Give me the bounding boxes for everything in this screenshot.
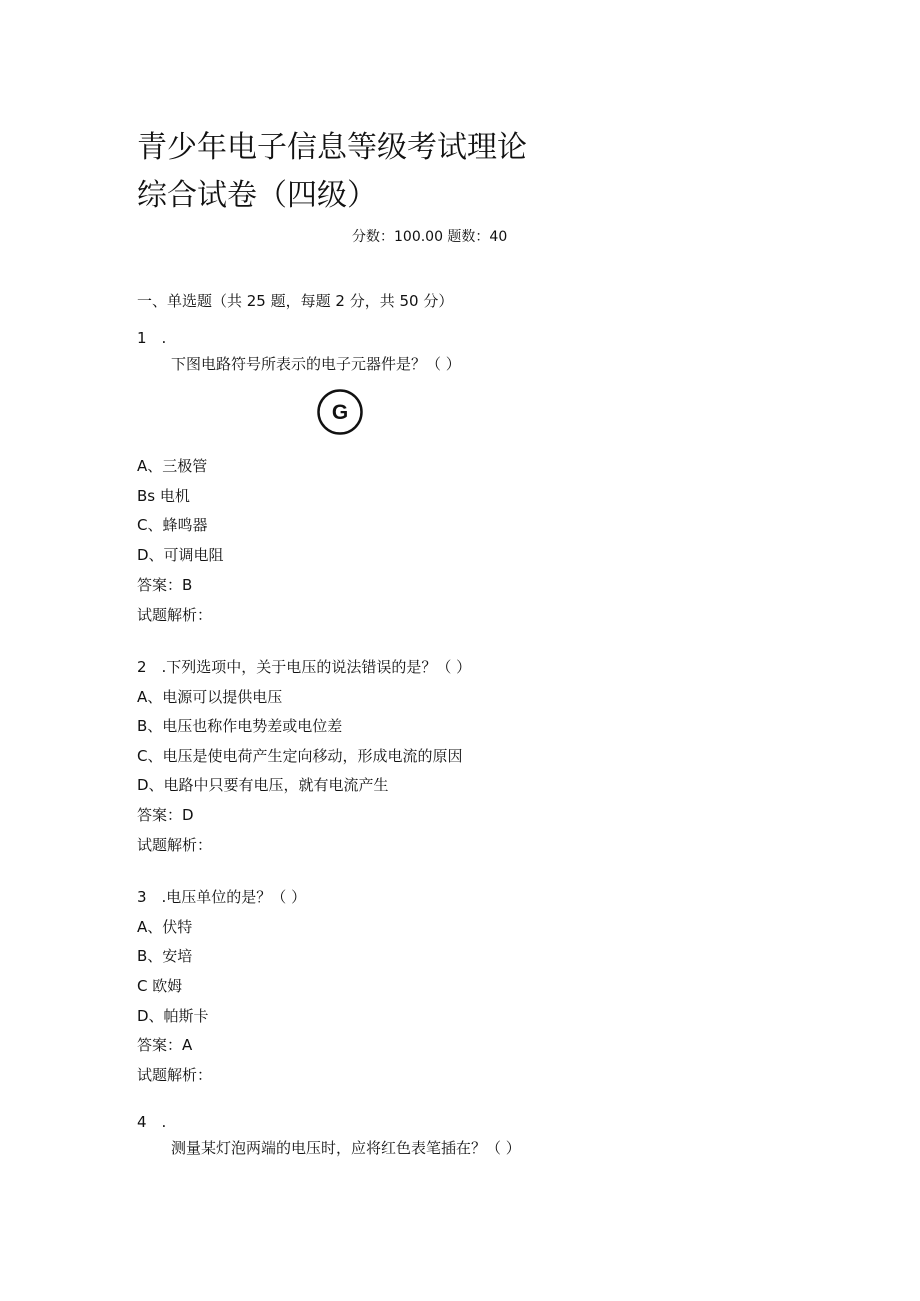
generator-symbol-icon — [316, 388, 364, 436]
question-1-option-a: A、三极管 — [137, 457, 208, 475]
score-info: 分数：100.00 题数：40 — [352, 229, 508, 245]
exam-title-line-2: 综合试卷（四级） — [137, 178, 377, 213]
question-1-option-b: Bs 电机 — [137, 487, 190, 505]
question-1-number: 1 . — [137, 329, 167, 347]
question-2-option-a: A、电源可以提供电压 — [137, 688, 283, 706]
section-heading: 一、单选题（共 25 题，每题 2 分，共 50 分） — [137, 292, 454, 310]
question-1-analysis: 试题解析： — [137, 606, 213, 624]
question-4-number: 4 . — [137, 1113, 167, 1131]
question-3-answer: 答案：A — [137, 1036, 193, 1054]
question-2-option-b: B、电压也称作电势差或电位差 — [137, 717, 343, 735]
question-3-stem: 3 .电压单位的是？（ ） — [137, 888, 307, 906]
question-3-option-d: D、帕斯卡 — [137, 1007, 209, 1025]
question-1-option-d: D、可调电阻 — [137, 546, 224, 564]
question-1-answer: 答案：B — [137, 576, 193, 594]
question-1-stem: 下图电路符号所表示的电子元器件是？（ ） — [171, 355, 461, 373]
question-2-analysis: 试题解析： — [137, 836, 213, 854]
question-3-option-c: C 欧姆 — [137, 977, 183, 995]
question-2-option-c: C、电压是使电荷产生定向移动，形成电流的原因 — [137, 747, 463, 765]
question-1-option-c: C、蜂鸣器 — [137, 516, 208, 534]
question-3-option-b: B、安培 — [137, 947, 193, 965]
question-2-stem: 2 .下列选项中，关于电压的说法错误的是？（ ） — [137, 658, 472, 676]
question-2-answer: 答案：D — [137, 806, 194, 824]
question-3-analysis: 试题解析： — [137, 1066, 213, 1084]
question-4-stem: 测量某灯泡两端的电压时，应将红色表笔插在？（ ） — [171, 1139, 521, 1157]
question-3-option-a: A、伏特 — [137, 918, 193, 936]
generator-symbol-letter: G — [331, 401, 349, 424]
question-2-option-d: D、电路中只要有电压，就有电流产生 — [137, 776, 389, 794]
exam-title-line-1: 青少年电子信息等级考试理论 — [137, 130, 527, 165]
